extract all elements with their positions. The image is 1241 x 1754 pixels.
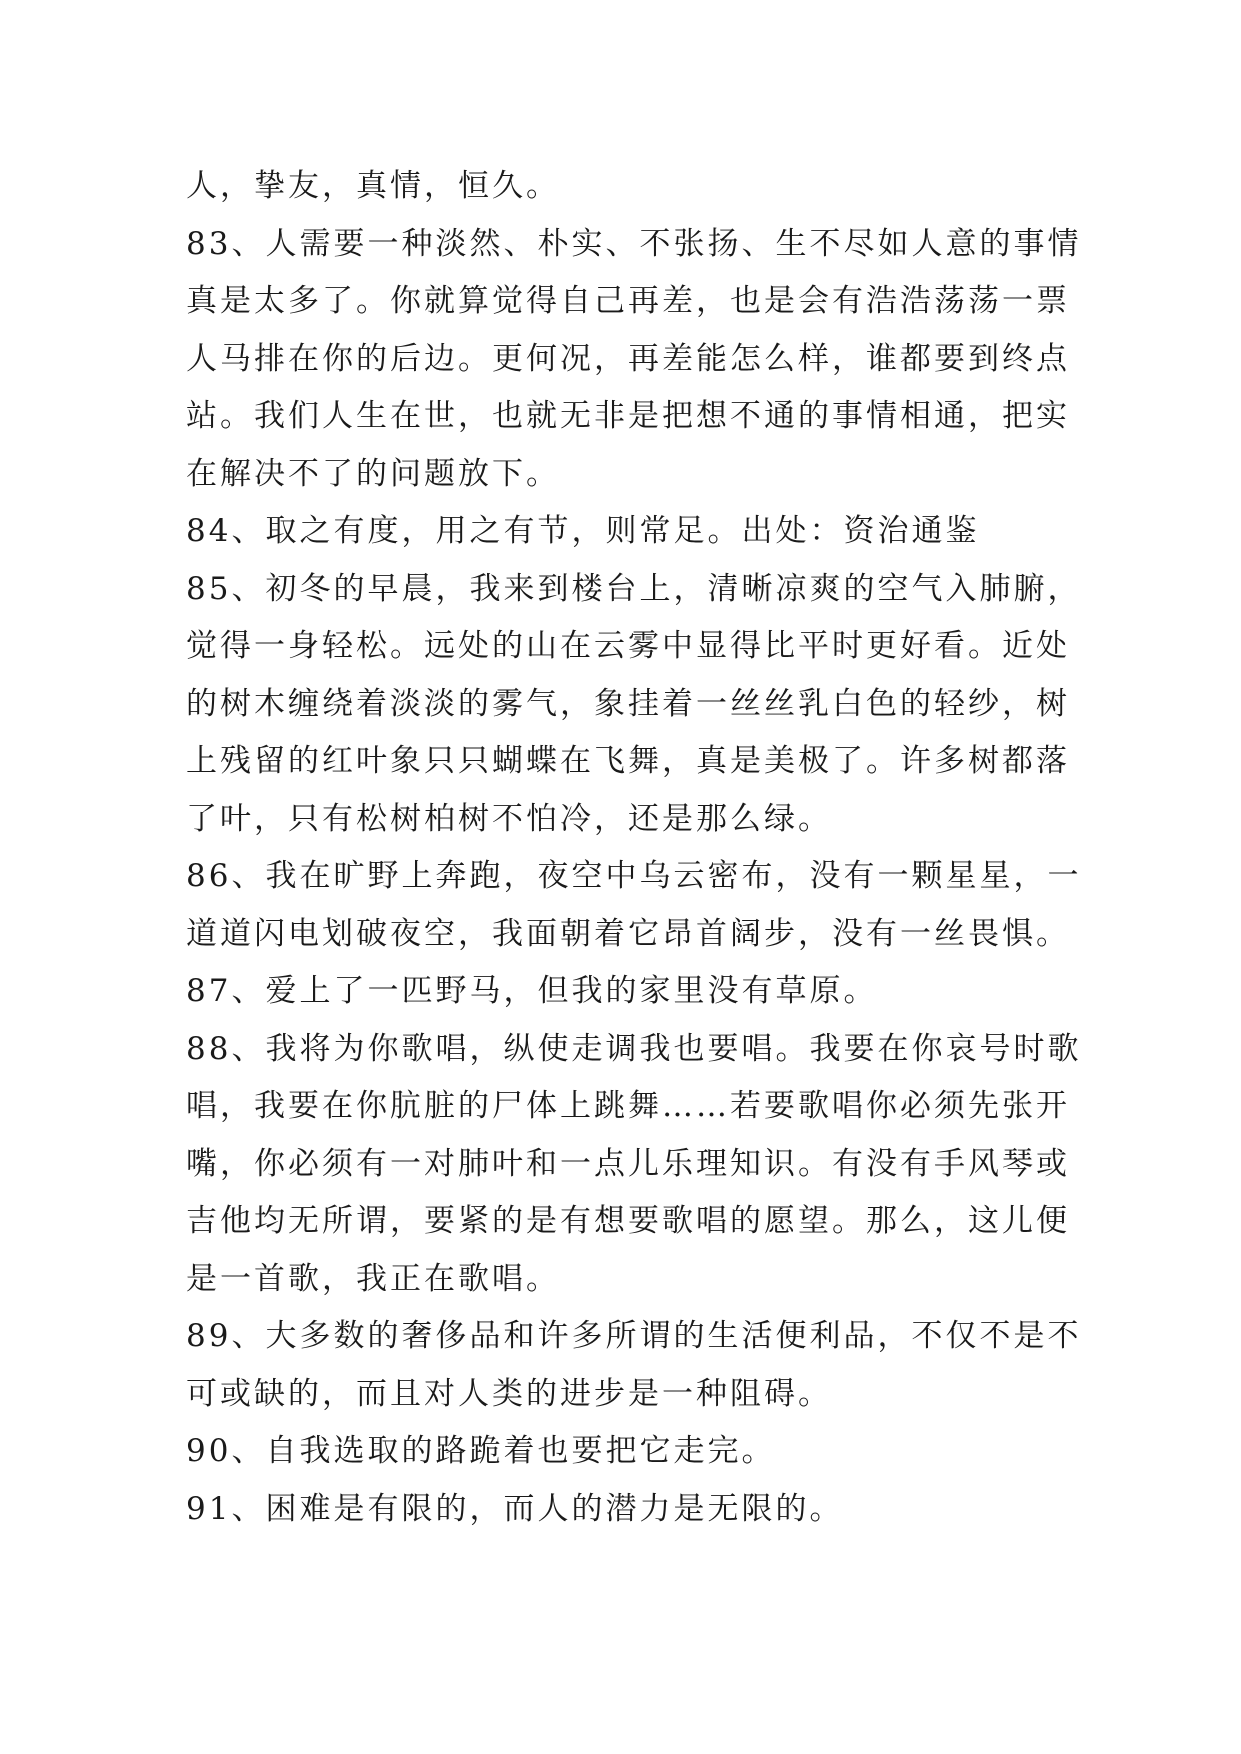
text-line: 91、困难是有限的，而人的潜力是无限的。 [186, 1490, 844, 1527]
text-line: 90、自我选取的路跪着也要把它走完。 [186, 1433, 776, 1469]
text-line: 人马排在你的后边。更何况，再差能怎么样，谁都要到终点 [186, 340, 1070, 377]
document-body [186, 158, 1082, 1538]
text-line: 觉得一身轻松。远处的山在云雾中显得比平时更好看。近处 [186, 628, 1070, 664]
text-line: 了叶，只有松树柏树不怕冷，还是那么绿。 [186, 800, 832, 837]
text-line: 83、人需要一种淡然、朴实、不张扬、生不尽如人意的事情 [186, 225, 1082, 262]
text-line: 87、爱上了一匹野马，但我的家里没有草原。 [186, 973, 878, 1009]
text-line: 89、大多数的奢侈品和许多所谓的生活便利品，不仅不是不 [186, 1318, 1082, 1354]
text-line: 嘴，你必须有一对肺叶和一点儿乐理知识。有没有手风琴或 [186, 1145, 1070, 1182]
text-line: 唱，我要在你肮脏的尸体上跳舞……若要歌唱你必须先张开 [186, 1088, 1070, 1124]
text-line: 85、初冬的早晨，我来到楼台上，清晰凉爽的空气入肺腑， [186, 570, 1082, 607]
text-line: 站。我们人生在世，也就无非是把想不通的事情相通，把实 [186, 398, 1070, 434]
text-line: 的树木缠绕着淡淡的雾气，象挂着一丝丝乳白色的轻纱，树 [186, 685, 1070, 722]
text-line: 道道闪电划破夜空，我面朝着它昂首阔步，没有一丝畏惧。 [186, 915, 1070, 952]
text-line: 上残留的红叶象只只蝴蝶在飞舞，真是美极了。许多树都落 [186, 743, 1070, 779]
text-line: 86、我在旷野上奔跑，夜空中乌云密布，没有一颗星星，一 [186, 858, 1082, 894]
text-line: 真是太多了。你就算觉得自己再差，也是会有浩浩荡荡一票 [186, 283, 1070, 319]
text-line: 是一首歌，我正在歌唱。 [186, 1260, 560, 1297]
text-line: 吉他均无所谓，要紧的是有想要歌唱的愿望。那么，这儿便 [186, 1203, 1070, 1239]
text-line: 人，挚友，真情，恒久。 [186, 168, 560, 204]
text-line: 在解决不了的问题放下。 [186, 455, 560, 492]
text-line: 84、取之有度，用之有节，则常足。出处：资治通鉴 [186, 513, 980, 549]
text-line: 可或缺的，而且对人类的进步是一种阻碍。 [186, 1375, 832, 1412]
text-line: 88、我将为你歌唱，纵使走调我也要唱。我要在你哀号时歌 [186, 1030, 1082, 1067]
